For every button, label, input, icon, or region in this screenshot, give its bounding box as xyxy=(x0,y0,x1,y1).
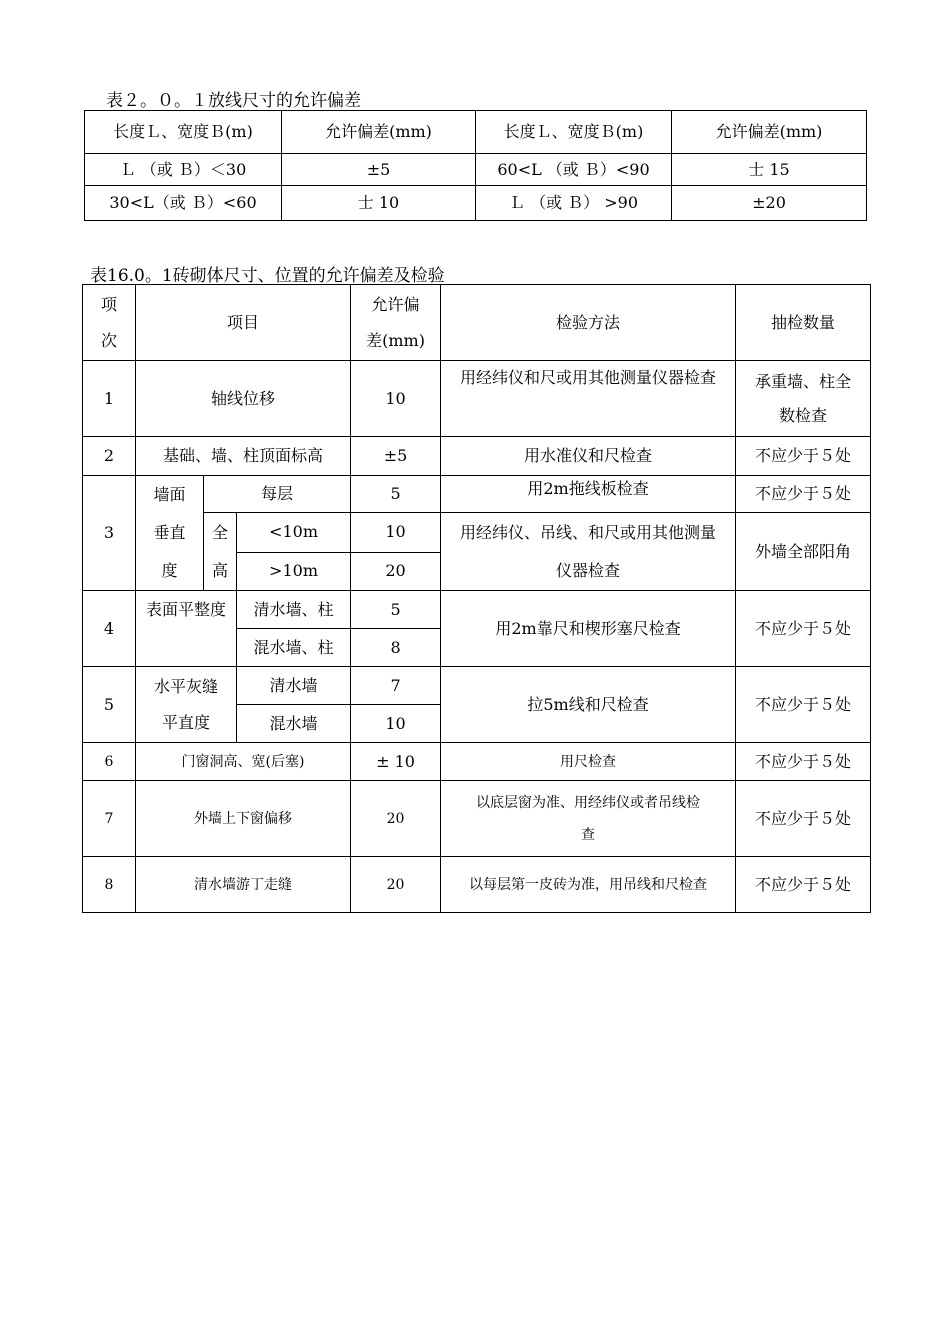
row-no: 7 xyxy=(83,781,136,857)
row-tolerance: 5 xyxy=(351,591,441,629)
header-cell: 长度Ｌ、宽度Ｂ(m) xyxy=(476,111,672,154)
header-cell: 允许偏差(mm) xyxy=(282,111,476,154)
row-no: 8 xyxy=(83,857,136,913)
row-method: 用经纬仪和尺或用其他测量仪器检查 xyxy=(441,361,736,437)
masonry-tolerance-table xyxy=(82,284,871,913)
row-subitem: 全 高 xyxy=(204,513,237,591)
row-subitem: >10m xyxy=(237,552,351,591)
row-tolerance: 20 xyxy=(351,552,441,591)
table-row xyxy=(83,743,871,781)
row-tolerance: 20 xyxy=(351,857,441,913)
row-quantity: 不应少于５处 xyxy=(736,743,871,781)
row-quantity: 不应少于５处 xyxy=(736,667,871,743)
row-method: 用2m拖线板检查 xyxy=(441,476,736,513)
row-no: 6 xyxy=(83,743,136,781)
row-tolerance: ±5 xyxy=(351,437,441,476)
row-quantity: 不应少于５处 xyxy=(736,591,871,667)
row-quantity: 不应少于５处 xyxy=(736,437,871,476)
table-cell: 士 15 xyxy=(672,154,867,186)
table-row xyxy=(83,667,871,705)
row-item: 外墙上下窗偏移 xyxy=(136,781,351,857)
table-row xyxy=(83,857,871,913)
table-row xyxy=(83,361,871,437)
row-subitem: 清水墙 xyxy=(237,667,351,705)
row-method: 以底层窗为准、用经纬仪或者吊线检 查 xyxy=(441,781,736,857)
row-item: 基础、墙、柱顶面标高 xyxy=(136,437,351,476)
row-no: 3 xyxy=(83,476,136,591)
row-no: 1 xyxy=(83,361,136,437)
row-tolerance: 10 xyxy=(351,705,441,743)
row-no: 4 xyxy=(83,591,136,667)
table-header-row xyxy=(85,111,867,154)
row-quantity: 不应少于５处 xyxy=(736,857,871,913)
row-quantity: 外墙全部阳角 xyxy=(736,513,871,591)
table2-caption: 表16.0。1砖砌体尺寸、位置的允许偏差及检验 xyxy=(90,266,445,286)
tolerance-table-1 xyxy=(84,110,867,221)
header-cell: 允许偏差(mm) xyxy=(672,111,867,154)
row-method: 以每层第一皮砖为准，用吊线和尺检查 xyxy=(441,857,736,913)
table-row xyxy=(85,186,867,221)
row-subitem: <10m xyxy=(237,513,351,553)
row-method: 用2m靠尺和楔形塞尺检查 xyxy=(441,591,736,667)
table-cell: 30<L（或 Ｂ）<60 xyxy=(85,186,282,221)
header-method: 检验方法 xyxy=(441,285,736,361)
row-quantity: 承重墙、柱全 数检查 xyxy=(736,361,871,437)
row-quantity: 不应少于５处 xyxy=(736,476,871,513)
row-subitem: 混水墙 xyxy=(237,705,351,743)
table-row xyxy=(83,476,871,513)
row-no: 2 xyxy=(83,437,136,476)
row-subitem: 清水墙、柱 xyxy=(237,591,351,629)
table-cell: 60<L （或 Ｂ）<90 xyxy=(476,154,672,186)
table1-caption: 表２。０。１放线尺寸的允许偏差 xyxy=(106,91,361,111)
header-quantity: 抽检数量 xyxy=(736,285,871,361)
row-tolerance: 7 xyxy=(351,667,441,705)
row-item: 水平灰缝 平直度 xyxy=(136,667,237,743)
header-cell: 长度Ｌ、宽度Ｂ(m) xyxy=(85,111,282,154)
row-method: 用水准仪和尺检查 xyxy=(441,437,736,476)
table-cell: Ｌ （或 Ｂ） >90 xyxy=(476,186,672,221)
row-tolerance: 10 xyxy=(351,361,441,437)
table-row xyxy=(85,154,867,186)
row-tolerance: 20 xyxy=(351,781,441,857)
header-item: 项目 xyxy=(136,285,351,361)
table-cell: ±5 xyxy=(282,154,476,186)
table-row xyxy=(83,437,871,476)
table-row xyxy=(83,591,871,629)
row-method: 拉5m线和尺检查 xyxy=(441,667,736,743)
row-item: 表面平整度 xyxy=(136,591,237,667)
row-item: 轴线位移 xyxy=(136,361,351,437)
row-tolerance: 5 xyxy=(351,476,441,513)
row-tolerance: ± 10 xyxy=(351,743,441,781)
row-subitem: 混水墙、柱 xyxy=(237,629,351,667)
header-no: 项 次 xyxy=(83,285,136,361)
row-item: 墙面 垂直 度 xyxy=(136,476,204,591)
row-method: 用尺检查 xyxy=(441,743,736,781)
row-tolerance: 8 xyxy=(351,629,441,667)
table-header-row xyxy=(83,285,871,361)
table-cell: ±20 xyxy=(672,186,867,221)
row-tolerance: 10 xyxy=(351,513,441,553)
table-cell: 士 10 xyxy=(282,186,476,221)
row-item: 门窗洞高、宽(后塞) xyxy=(136,743,351,781)
row-subitem: 每层 xyxy=(204,476,351,513)
row-no: 5 xyxy=(83,667,136,743)
header-tolerance: 允许偏 差(mm) xyxy=(351,285,441,361)
row-quantity: 不应少于５处 xyxy=(736,781,871,857)
row-method: 用经纬仪、吊线、和尺或用其他测量 仪器检查 xyxy=(441,513,736,591)
row-item: 清水墙游丁走缝 xyxy=(136,857,351,913)
table-row xyxy=(83,781,871,857)
table-cell: Ｌ （或 Ｂ）＜30 xyxy=(85,154,282,186)
